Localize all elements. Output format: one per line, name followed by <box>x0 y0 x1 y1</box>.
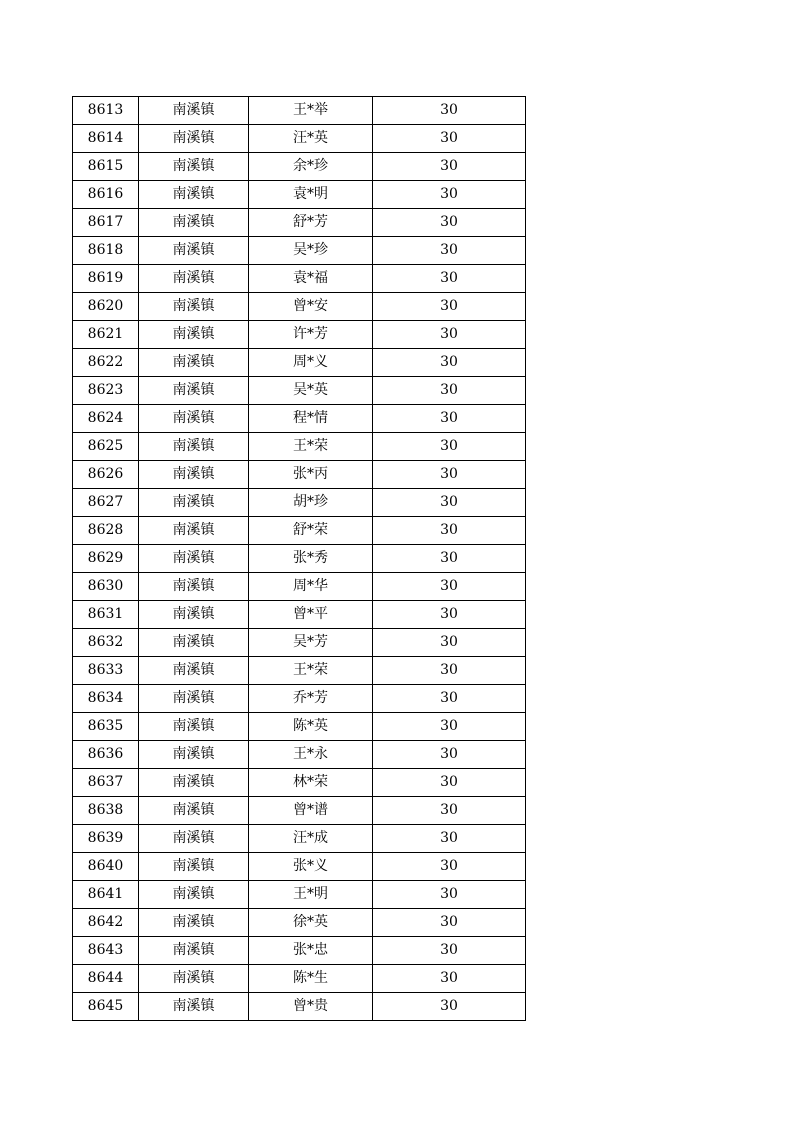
town-cell: 南溪镇 <box>139 97 249 125</box>
table-row <box>73 881 526 909</box>
town-cell: 南溪镇 <box>139 125 249 153</box>
serial-number-cell: 8644 <box>73 965 139 993</box>
table-row <box>73 993 526 1021</box>
serial-number-cell: 8642 <box>73 909 139 937</box>
person-name-cell: 张*义 <box>249 853 373 881</box>
town-cell: 南溪镇 <box>139 629 249 657</box>
table-row <box>73 517 526 545</box>
roster-table-body <box>73 97 526 1021</box>
person-name-cell: 曾*平 <box>249 601 373 629</box>
person-name-cell: 徐*英 <box>249 909 373 937</box>
person-name-cell: 吴*英 <box>249 377 373 405</box>
table-row <box>73 965 526 993</box>
town-cell: 南溪镇 <box>139 993 249 1021</box>
serial-number-cell: 8633 <box>73 657 139 685</box>
amount-cell: 30 <box>373 321 526 349</box>
table-row <box>73 909 526 937</box>
person-name-cell: 张*丙 <box>249 461 373 489</box>
person-name-cell: 曾*谱 <box>249 797 373 825</box>
amount-cell: 30 <box>373 461 526 489</box>
serial-number-cell: 8641 <box>73 881 139 909</box>
amount-cell: 30 <box>373 489 526 517</box>
table-row <box>73 209 526 237</box>
serial-number-cell: 8635 <box>73 713 139 741</box>
serial-number-cell: 8637 <box>73 769 139 797</box>
table-row <box>73 349 526 377</box>
serial-number-cell: 8618 <box>73 237 139 265</box>
town-cell: 南溪镇 <box>139 965 249 993</box>
table-row <box>73 125 526 153</box>
table-row <box>73 545 526 573</box>
amount-cell: 30 <box>373 685 526 713</box>
amount-cell: 30 <box>373 209 526 237</box>
amount-cell: 30 <box>373 125 526 153</box>
town-cell: 南溪镇 <box>139 937 249 965</box>
amount-cell: 30 <box>373 545 526 573</box>
serial-number-cell: 8628 <box>73 517 139 545</box>
amount-cell: 30 <box>373 909 526 937</box>
town-cell: 南溪镇 <box>139 321 249 349</box>
amount-cell: 30 <box>373 769 526 797</box>
table-row <box>73 377 526 405</box>
town-cell: 南溪镇 <box>139 265 249 293</box>
serial-number-cell: 8632 <box>73 629 139 657</box>
amount-cell: 30 <box>373 265 526 293</box>
town-cell: 南溪镇 <box>139 461 249 489</box>
amount-cell: 30 <box>373 405 526 433</box>
serial-number-cell: 8614 <box>73 125 139 153</box>
person-name-cell: 陈*英 <box>249 713 373 741</box>
serial-number-cell: 8621 <box>73 321 139 349</box>
person-name-cell: 胡*珍 <box>249 489 373 517</box>
town-cell: 南溪镇 <box>139 713 249 741</box>
serial-number-cell: 8624 <box>73 405 139 433</box>
table-row <box>73 937 526 965</box>
town-cell: 南溪镇 <box>139 489 249 517</box>
amount-cell: 30 <box>373 573 526 601</box>
table-row <box>73 97 526 125</box>
person-name-cell: 许*芳 <box>249 321 373 349</box>
serial-number-cell: 8639 <box>73 825 139 853</box>
serial-number-cell: 8640 <box>73 853 139 881</box>
table-row <box>73 629 526 657</box>
table-row <box>73 853 526 881</box>
town-cell: 南溪镇 <box>139 909 249 937</box>
table-row <box>73 237 526 265</box>
amount-cell: 30 <box>373 601 526 629</box>
serial-number-cell: 8617 <box>73 209 139 237</box>
table-row <box>73 153 526 181</box>
town-cell: 南溪镇 <box>139 769 249 797</box>
table-row <box>73 405 526 433</box>
town-cell: 南溪镇 <box>139 685 249 713</box>
amount-cell: 30 <box>373 853 526 881</box>
person-name-cell: 程*情 <box>249 405 373 433</box>
table-row <box>73 685 526 713</box>
town-cell: 南溪镇 <box>139 573 249 601</box>
person-name-cell: 余*珍 <box>249 153 373 181</box>
table-row <box>73 461 526 489</box>
person-name-cell: 袁*福 <box>249 265 373 293</box>
serial-number-cell: 8634 <box>73 685 139 713</box>
serial-number-cell: 8643 <box>73 937 139 965</box>
table-row <box>73 825 526 853</box>
table-row <box>73 433 526 461</box>
table-row <box>73 713 526 741</box>
serial-number-cell: 8626 <box>73 461 139 489</box>
serial-number-cell: 8645 <box>73 993 139 1021</box>
amount-cell: 30 <box>373 881 526 909</box>
serial-number-cell: 8638 <box>73 797 139 825</box>
serial-number-cell: 8616 <box>73 181 139 209</box>
roster-table <box>72 96 526 1021</box>
town-cell: 南溪镇 <box>139 349 249 377</box>
person-name-cell: 周*义 <box>249 349 373 377</box>
table-row <box>73 489 526 517</box>
table-row <box>73 321 526 349</box>
person-name-cell: 王*荣 <box>249 433 373 461</box>
table-row <box>73 797 526 825</box>
serial-number-cell: 8620 <box>73 293 139 321</box>
table-row <box>73 657 526 685</box>
person-name-cell: 王*永 <box>249 741 373 769</box>
person-name-cell: 袁*明 <box>249 181 373 209</box>
person-name-cell: 周*华 <box>249 573 373 601</box>
town-cell: 南溪镇 <box>139 433 249 461</box>
serial-number-cell: 8627 <box>73 489 139 517</box>
amount-cell: 30 <box>373 713 526 741</box>
table-row <box>73 293 526 321</box>
serial-number-cell: 8615 <box>73 153 139 181</box>
town-cell: 南溪镇 <box>139 545 249 573</box>
person-name-cell: 汪*成 <box>249 825 373 853</box>
person-name-cell: 吴*芳 <box>249 629 373 657</box>
table-row <box>73 181 526 209</box>
amount-cell: 30 <box>373 433 526 461</box>
table-row <box>73 601 526 629</box>
town-cell: 南溪镇 <box>139 601 249 629</box>
person-name-cell: 王*荣 <box>249 657 373 685</box>
town-cell: 南溪镇 <box>139 293 249 321</box>
amount-cell: 30 <box>373 237 526 265</box>
town-cell: 南溪镇 <box>139 825 249 853</box>
serial-number-cell: 8623 <box>73 377 139 405</box>
town-cell: 南溪镇 <box>139 797 249 825</box>
town-cell: 南溪镇 <box>139 181 249 209</box>
amount-cell: 30 <box>373 377 526 405</box>
amount-cell: 30 <box>373 741 526 769</box>
table-row <box>73 741 526 769</box>
serial-number-cell: 8636 <box>73 741 139 769</box>
serial-number-cell: 8619 <box>73 265 139 293</box>
amount-cell: 30 <box>373 629 526 657</box>
amount-cell: 30 <box>373 293 526 321</box>
serial-number-cell: 8629 <box>73 545 139 573</box>
serial-number-cell: 8631 <box>73 601 139 629</box>
person-name-cell: 乔*芳 <box>249 685 373 713</box>
town-cell: 南溪镇 <box>139 657 249 685</box>
town-cell: 南溪镇 <box>139 853 249 881</box>
amount-cell: 30 <box>373 993 526 1021</box>
person-name-cell: 吴*珍 <box>249 237 373 265</box>
amount-cell: 30 <box>373 657 526 685</box>
serial-number-cell: 8613 <box>73 97 139 125</box>
person-name-cell: 王*举 <box>249 97 373 125</box>
amount-cell: 30 <box>373 965 526 993</box>
person-name-cell: 张*忠 <box>249 937 373 965</box>
amount-cell: 30 <box>373 153 526 181</box>
serial-number-cell: 8630 <box>73 573 139 601</box>
serial-number-cell: 8622 <box>73 349 139 377</box>
person-name-cell: 曾*贵 <box>249 993 373 1021</box>
town-cell: 南溪镇 <box>139 741 249 769</box>
amount-cell: 30 <box>373 517 526 545</box>
amount-cell: 30 <box>373 181 526 209</box>
person-name-cell: 王*明 <box>249 881 373 909</box>
amount-cell: 30 <box>373 797 526 825</box>
amount-cell: 30 <box>373 825 526 853</box>
person-name-cell: 林*荣 <box>249 769 373 797</box>
person-name-cell: 舒*芳 <box>249 209 373 237</box>
serial-number-cell: 8625 <box>73 433 139 461</box>
person-name-cell: 舒*荣 <box>249 517 373 545</box>
town-cell: 南溪镇 <box>139 237 249 265</box>
amount-cell: 30 <box>373 349 526 377</box>
amount-cell: 30 <box>373 97 526 125</box>
town-cell: 南溪镇 <box>139 377 249 405</box>
table-row <box>73 265 526 293</box>
table-row <box>73 769 526 797</box>
town-cell: 南溪镇 <box>139 153 249 181</box>
town-cell: 南溪镇 <box>139 405 249 433</box>
town-cell: 南溪镇 <box>139 517 249 545</box>
town-cell: 南溪镇 <box>139 209 249 237</box>
amount-cell: 30 <box>373 937 526 965</box>
town-cell: 南溪镇 <box>139 881 249 909</box>
person-name-cell: 陈*生 <box>249 965 373 993</box>
table-row <box>73 573 526 601</box>
person-name-cell: 曾*安 <box>249 293 373 321</box>
person-name-cell: 汪*英 <box>249 125 373 153</box>
person-name-cell: 张*秀 <box>249 545 373 573</box>
